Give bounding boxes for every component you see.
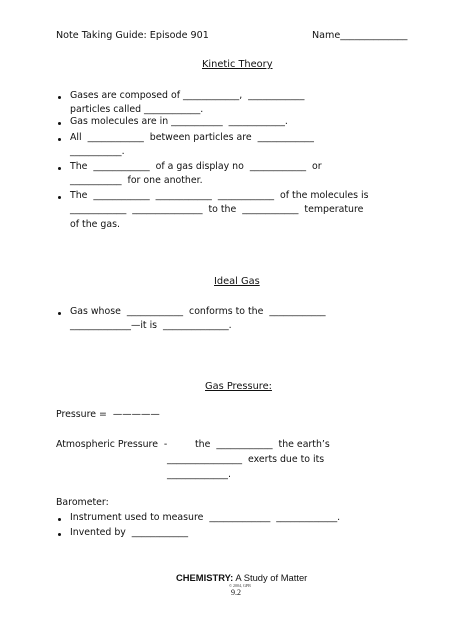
kinetic-line: All ____________ between particles are ____________ [70, 132, 314, 143]
ideal-line: Gas whose ____________ conforms to the ____________ [70, 306, 326, 317]
atmospheric-line: ________________ exerts due to its [167, 454, 325, 465]
bullet-icon [58, 312, 61, 315]
name-field: Name______________ [312, 30, 408, 41]
barometer-label: Barometer: [56, 497, 109, 508]
footer-copyright: © 2004, GPB [229, 583, 251, 588]
page-number: 9.2 [231, 588, 241, 597]
bullet-icon [58, 138, 61, 141]
kinetic-line: Gas molecules are in ___________ ____________. [70, 116, 288, 127]
barometer-item: Invented by ____________ [70, 527, 189, 538]
kinetic-line: The ____________ ____________ ____________ of the molecules is [70, 190, 369, 201]
bullet-icon [58, 518, 61, 521]
bullet-icon [58, 196, 61, 199]
pressure-formula: Pressure = ————— [56, 409, 160, 420]
kinetic-line: ___________ for one another. [70, 175, 203, 186]
section-title-gas-pressure: Gas Pressure: [205, 381, 272, 392]
bullet-icon [58, 167, 61, 170]
kinetic-line: of the gas. [70, 219, 120, 230]
atmospheric-line: _____________. [167, 469, 231, 480]
footer-brand: CHEMISTRY: [176, 572, 234, 583]
footer-subtitle: A Study of Matter [233, 572, 308, 583]
ideal-line: _____________—it is ______________. [70, 320, 232, 331]
kinetic-line: The ____________ of a gas display no ____________ or [70, 161, 322, 172]
bullet-icon [58, 533, 61, 536]
bullet-icon [58, 96, 61, 99]
kinetic-line: particles called ____________. [70, 104, 204, 115]
kinetic-line: Gases are composed of ____________, ____________ [70, 90, 305, 101]
kinetic-line: ___________. [70, 146, 125, 157]
bullet-icon [58, 122, 61, 125]
section-title-kinetic-theory: Kinetic Theory [202, 59, 273, 70]
atmospheric-line: the ____________ the earth’s [195, 439, 330, 450]
barometer-item: Instrument used to measure _____________ _____________. [70, 512, 341, 523]
atmospheric-pressure-label: Atmospheric Pressure - [56, 439, 168, 450]
section-title-ideal-gas: Ideal Gas [214, 276, 260, 287]
kinetic-line: ____________ _______________ to the ____________ temperature [70, 204, 364, 215]
guide-title: Note Taking Guide: Episode 901 [56, 30, 209, 41]
